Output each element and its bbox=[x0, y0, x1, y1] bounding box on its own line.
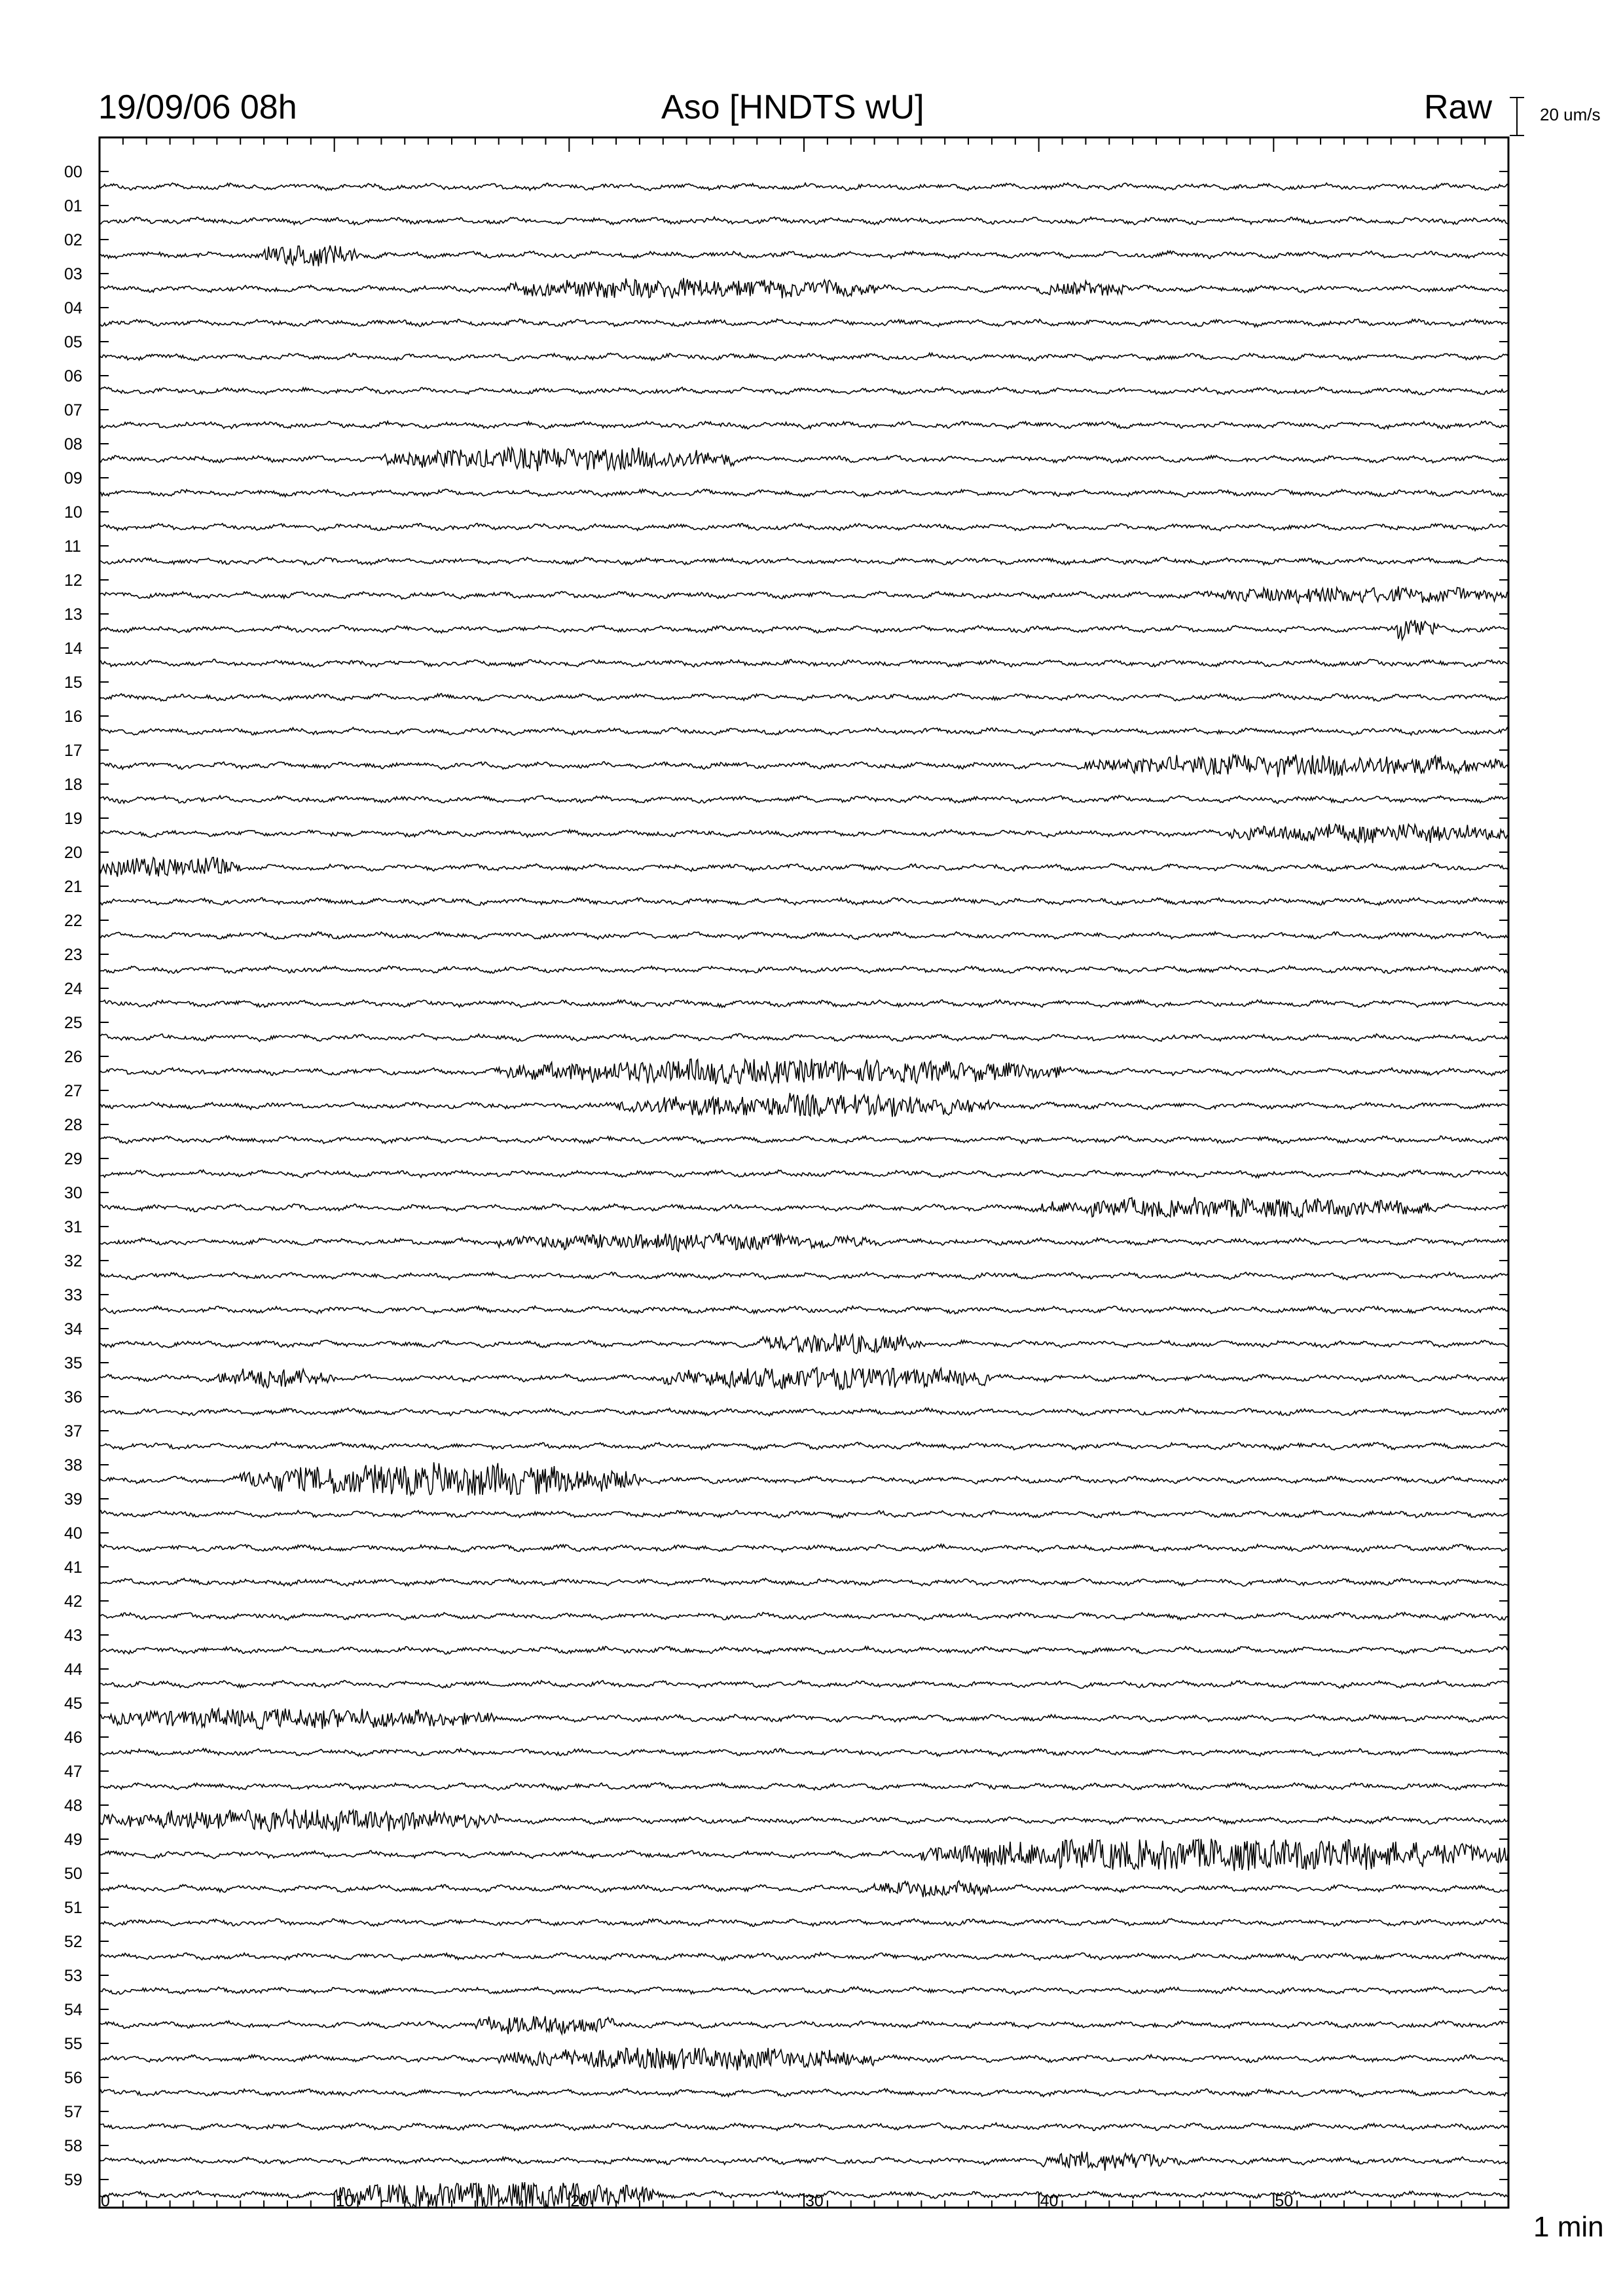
row-label: 29 bbox=[64, 1150, 82, 1168]
row-label: 26 bbox=[64, 1048, 82, 1066]
trace-38 bbox=[100, 1462, 1508, 1496]
trace-42 bbox=[100, 1613, 1508, 1621]
row-label: 14 bbox=[64, 639, 82, 658]
x-tick-label: 50 bbox=[1275, 2192, 1294, 2210]
trace-28 bbox=[100, 1136, 1508, 1143]
trace-03 bbox=[100, 278, 1508, 298]
row-label: 25 bbox=[64, 1014, 82, 1032]
x-tick-label: 30 bbox=[805, 2192, 824, 2210]
x-tick-label: 0 bbox=[101, 2192, 110, 2210]
hour-minute-row-labels bbox=[64, 163, 82, 2189]
row-label: 01 bbox=[64, 197, 82, 215]
row-label: 56 bbox=[64, 2069, 82, 2087]
trace-19 bbox=[100, 824, 1508, 843]
x-tick-label: 10 bbox=[335, 2192, 354, 2210]
time-unit-label: 1 min bbox=[1533, 2211, 1604, 2243]
trace-41 bbox=[100, 1578, 1508, 1586]
trace-44 bbox=[100, 1681, 1508, 1689]
trace-39 bbox=[100, 1511, 1508, 1518]
row-label: 18 bbox=[64, 776, 82, 794]
seismic-traces bbox=[100, 183, 1508, 2208]
row-label: 24 bbox=[64, 980, 82, 998]
row-label: 28 bbox=[64, 1116, 82, 1134]
row-label: 20 bbox=[64, 844, 82, 862]
trace-37 bbox=[100, 1443, 1508, 1450]
row-label: 54 bbox=[64, 2001, 82, 2019]
trace-56 bbox=[100, 2089, 1508, 2096]
trace-05 bbox=[100, 353, 1508, 361]
row-label: 42 bbox=[64, 1592, 82, 1611]
trace-35 bbox=[100, 1368, 1508, 1390]
trace-11 bbox=[100, 557, 1508, 565]
row-label: 07 bbox=[64, 401, 82, 420]
row-label: 59 bbox=[64, 2171, 82, 2189]
row-label: 47 bbox=[64, 1763, 82, 1781]
data-mode-label: Raw bbox=[1424, 88, 1493, 126]
trace-40 bbox=[100, 1544, 1508, 1552]
row-label: 57 bbox=[64, 2103, 82, 2121]
trace-26 bbox=[100, 1059, 1508, 1085]
trace-22 bbox=[100, 932, 1508, 940]
trace-53 bbox=[100, 1986, 1508, 1994]
row-label: 46 bbox=[64, 1729, 82, 1747]
trace-20 bbox=[100, 857, 1508, 877]
row-label: 51 bbox=[64, 1899, 82, 1917]
row-label: 52 bbox=[64, 1933, 82, 1951]
row-label: 40 bbox=[64, 1524, 82, 1543]
trace-14 bbox=[100, 659, 1508, 667]
trace-34 bbox=[100, 1334, 1508, 1354]
row-label: 22 bbox=[64, 912, 82, 930]
trace-17 bbox=[100, 755, 1508, 778]
row-label: 17 bbox=[64, 742, 82, 760]
trace-13 bbox=[100, 620, 1508, 640]
row-label: 27 bbox=[64, 1082, 82, 1100]
trace-49 bbox=[100, 1839, 1508, 1871]
trace-29 bbox=[100, 1170, 1508, 1178]
x-tick-label: 40 bbox=[1040, 2192, 1059, 2210]
trace-54 bbox=[100, 2016, 1508, 2034]
trace-50 bbox=[100, 1881, 1508, 1897]
x-tick-label: 20 bbox=[570, 2192, 589, 2210]
row-label: 49 bbox=[64, 1831, 82, 1849]
row-label: 09 bbox=[64, 469, 82, 488]
row-label: 43 bbox=[64, 1626, 82, 1645]
trace-45 bbox=[100, 1708, 1508, 1729]
trace-02 bbox=[100, 245, 1508, 266]
row-label: 32 bbox=[64, 1252, 82, 1270]
row-label: 03 bbox=[64, 265, 82, 283]
row-label: 48 bbox=[64, 1797, 82, 1815]
row-label: 13 bbox=[64, 605, 82, 624]
trace-08 bbox=[100, 448, 1508, 471]
trace-09 bbox=[100, 490, 1508, 497]
row-label: 06 bbox=[64, 367, 82, 386]
row-label: 30 bbox=[64, 1184, 82, 1202]
trace-31 bbox=[100, 1233, 1508, 1251]
trace-47 bbox=[100, 1783, 1508, 1791]
row-label: 39 bbox=[64, 1490, 82, 1509]
trace-58 bbox=[100, 2151, 1508, 2170]
trace-36 bbox=[100, 1408, 1508, 1416]
trace-06 bbox=[100, 387, 1508, 395]
row-label: 10 bbox=[64, 503, 82, 522]
row-label: 37 bbox=[64, 1422, 82, 1441]
trace-43 bbox=[100, 1646, 1508, 1654]
trace-30 bbox=[100, 1197, 1508, 1217]
trace-10 bbox=[100, 524, 1508, 531]
trace-27 bbox=[100, 1093, 1508, 1117]
trace-48 bbox=[100, 1810, 1508, 1832]
row-label: 23 bbox=[64, 946, 82, 964]
row-label: 05 bbox=[64, 333, 82, 351]
row-label: 55 bbox=[64, 2035, 82, 2053]
row-label: 38 bbox=[64, 1456, 82, 1475]
row-label: 02 bbox=[64, 231, 82, 249]
row-label: 12 bbox=[64, 571, 82, 590]
row-label: 36 bbox=[64, 1388, 82, 1407]
row-label: 00 bbox=[64, 163, 82, 181]
row-label: 04 bbox=[64, 299, 82, 317]
trace-23 bbox=[100, 966, 1508, 974]
row-label: 15 bbox=[64, 673, 82, 692]
station-title: Aso [HNDTS wU] bbox=[661, 88, 924, 126]
trace-25 bbox=[100, 1033, 1508, 1041]
trace-21 bbox=[100, 898, 1508, 906]
trace-16 bbox=[100, 727, 1508, 735]
row-label: 19 bbox=[64, 810, 82, 828]
row-label: 53 bbox=[64, 1967, 82, 1985]
row-label: 31 bbox=[64, 1218, 82, 1236]
amplitude-scale-label: 20 um/s bbox=[1540, 105, 1601, 124]
row-label: 16 bbox=[64, 708, 82, 726]
trace-52 bbox=[100, 1952, 1508, 1960]
row-label: 08 bbox=[64, 435, 82, 454]
trace-51 bbox=[100, 1918, 1508, 1926]
row-label: 44 bbox=[64, 1660, 82, 1679]
row-label: 45 bbox=[64, 1695, 82, 1713]
trace-24 bbox=[100, 1000, 1508, 1008]
row-label: 35 bbox=[64, 1354, 82, 1372]
trace-57 bbox=[100, 2123, 1508, 2131]
trace-18 bbox=[100, 795, 1508, 803]
trace-46 bbox=[100, 1748, 1508, 1756]
row-label: 41 bbox=[64, 1558, 82, 1577]
trace-33 bbox=[100, 1306, 1508, 1314]
trace-00 bbox=[100, 183, 1508, 190]
row-label: 50 bbox=[64, 1865, 82, 1883]
row-label: 34 bbox=[64, 1320, 82, 1338]
trace-55 bbox=[100, 2048, 1508, 2071]
trace-32 bbox=[100, 1272, 1508, 1280]
row-label: 11 bbox=[64, 537, 81, 556]
trace-12 bbox=[100, 586, 1508, 603]
row-label: 33 bbox=[64, 1286, 82, 1304]
row-label: 21 bbox=[64, 878, 82, 896]
recording-datetime: 19/09/06 08h bbox=[98, 88, 297, 126]
trace-04 bbox=[100, 319, 1508, 327]
row-label: 58 bbox=[64, 2137, 82, 2155]
trace-15 bbox=[100, 693, 1508, 701]
trace-07 bbox=[100, 421, 1508, 429]
trace-01 bbox=[100, 217, 1508, 224]
